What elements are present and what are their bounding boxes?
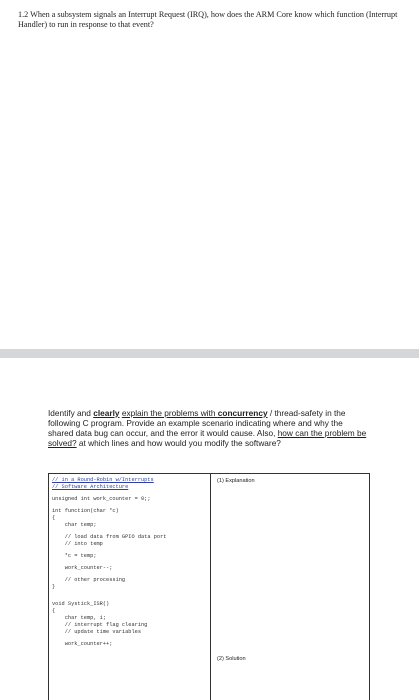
code-line: unsigned int work_counter = 0;; <box>52 496 151 502</box>
code-answer-table <box>48 473 370 700</box>
section-divider <box>0 349 419 358</box>
code-line: { <box>52 608 56 614</box>
code-line: } <box>52 584 56 590</box>
code-line: *c = temp; <box>52 553 97 559</box>
table-column-divider <box>210 474 211 700</box>
code-line: void Systick_ISR() <box>52 601 110 607</box>
question-1-text: 1.2 When a subsystem signals an Interrupt Request (IRQ), how does the ARM Core know which function (Interrupt Handler) to run in response to that event? <box>18 10 398 29</box>
code-line: char temp, i; <box>52 615 107 621</box>
q2-concurrency: concurrency <box>217 408 268 418</box>
code-line: // load data from GPIO data port <box>52 534 167 540</box>
question-2-text <box>48 408 370 448</box>
code-line: work_counter--; <box>52 565 113 571</box>
explanation-label: (1) Explanation <box>217 478 255 484</box>
q2-explain: explain the problems with <box>121 408 218 418</box>
q2-clearly: clearly <box>93 408 120 418</box>
solution-label: (2) Solution <box>217 656 246 662</box>
code-line: char temp; <box>52 522 97 528</box>
code-line: int function(char *c) <box>52 508 119 514</box>
code-comment-line: // in a Round-Robin w/Interrupts <box>52 477 154 483</box>
code-line: work_counter++; <box>52 641 113 647</box>
code-comment-line: // Software Architecture <box>52 484 129 490</box>
code-listing <box>52 477 208 648</box>
q2-text-part3: / thread-safety in the following C program. Provide an example scenario indicating where and why the shared data bug can occur, and the error it would cause. Also, <box>48 408 346 438</box>
q2-solved: how can the problem be solved? <box>48 428 367 448</box>
code-line: { <box>52 515 56 521</box>
q2-text-part1: Identify and <box>48 408 94 418</box>
code-line: // interrupt flag clearing <box>52 622 148 628</box>
code-line: // other processing <box>52 577 126 583</box>
code-line: // into temp <box>52 541 103 547</box>
code-line: // update time variables <box>52 629 142 635</box>
q2-text-part4: at which lines and how would you modify the software? <box>76 438 281 448</box>
